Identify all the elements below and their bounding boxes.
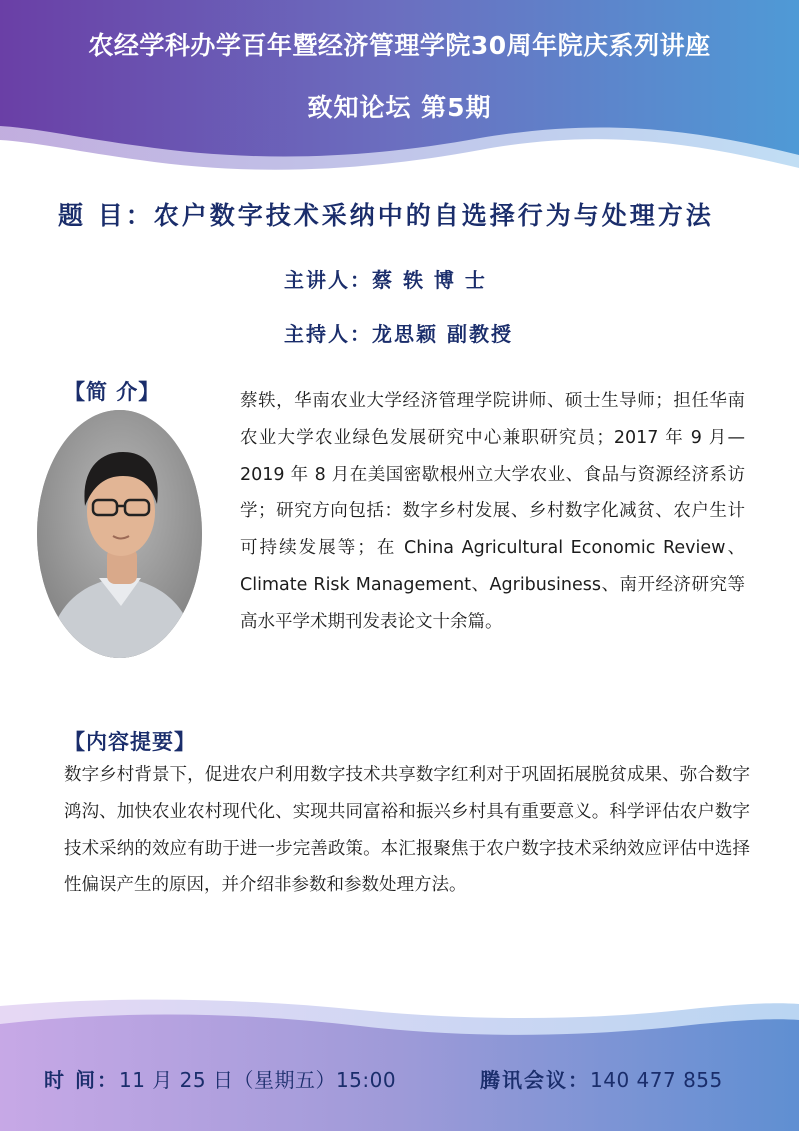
- summary-text: 数字乡村背景下，促进农户利用数字技术共享数字红利对于巩固拓展脱贫成果、弥合数字鸿沟、加快农业农村现代化、实现共同富裕和振兴乡村具有重要意义。科学评估农户数字技术采纳的效应有助于进一步完善政策。本汇报聚焦于农户数字技术采纳效应评估中选择性偏误产生的原因，并介绍非参数和参数处理方法。: [64, 765, 750, 896]
- footer-time: [44, 1064, 396, 1093]
- series-title: 农经学科办学百年暨经济管理学院30周年院庆系列讲座: [88, 31, 711, 60]
- summary-heading: 【内容提要】: [64, 730, 196, 754]
- speaker-bio: 蔡轶，华南农业大学经济管理学院讲师、硕士生导师；担任华南农业大学农业绿色发展研究中心兼职研究员；2017 年 9 月—2019 年 8 月在美国密歇根州立大学农业、食品与资源经济系访学；研究方向包括：数字乡村发展、乡村数字化减贫、农户生计可持续发展等；在 China Agricultural Economic Review、Climate Risk Management、Agribusiness、南开经济研究等高水平学术期刊发表论文十余篇。: [240, 391, 745, 632]
- footer-meeting: [480, 1064, 723, 1093]
- forum-issue-title: 致知论坛 第5期: [307, 93, 492, 122]
- speaker-photo: [37, 410, 202, 658]
- intro-heading: 【简 介】: [64, 380, 161, 404]
- time-value: 11 月 25 日（星期五）15:00: [118, 1068, 397, 1092]
- host-line: 主持人：龙思颖 副教授: [284, 322, 513, 346]
- speaker-portrait-illustration: [37, 410, 202, 658]
- meeting-label: 腾讯会议：: [480, 1068, 590, 1092]
- time-label: 时 间：: [44, 1068, 119, 1092]
- talk-title: 题 目：农户数字技术采纳中的自选择行为与处理方法: [58, 201, 714, 230]
- speaker-line: 主讲人：蔡 轶 博 士: [284, 268, 487, 292]
- header-banner: [0, 0, 799, 185]
- meeting-id: 140 477 855: [590, 1068, 723, 1092]
